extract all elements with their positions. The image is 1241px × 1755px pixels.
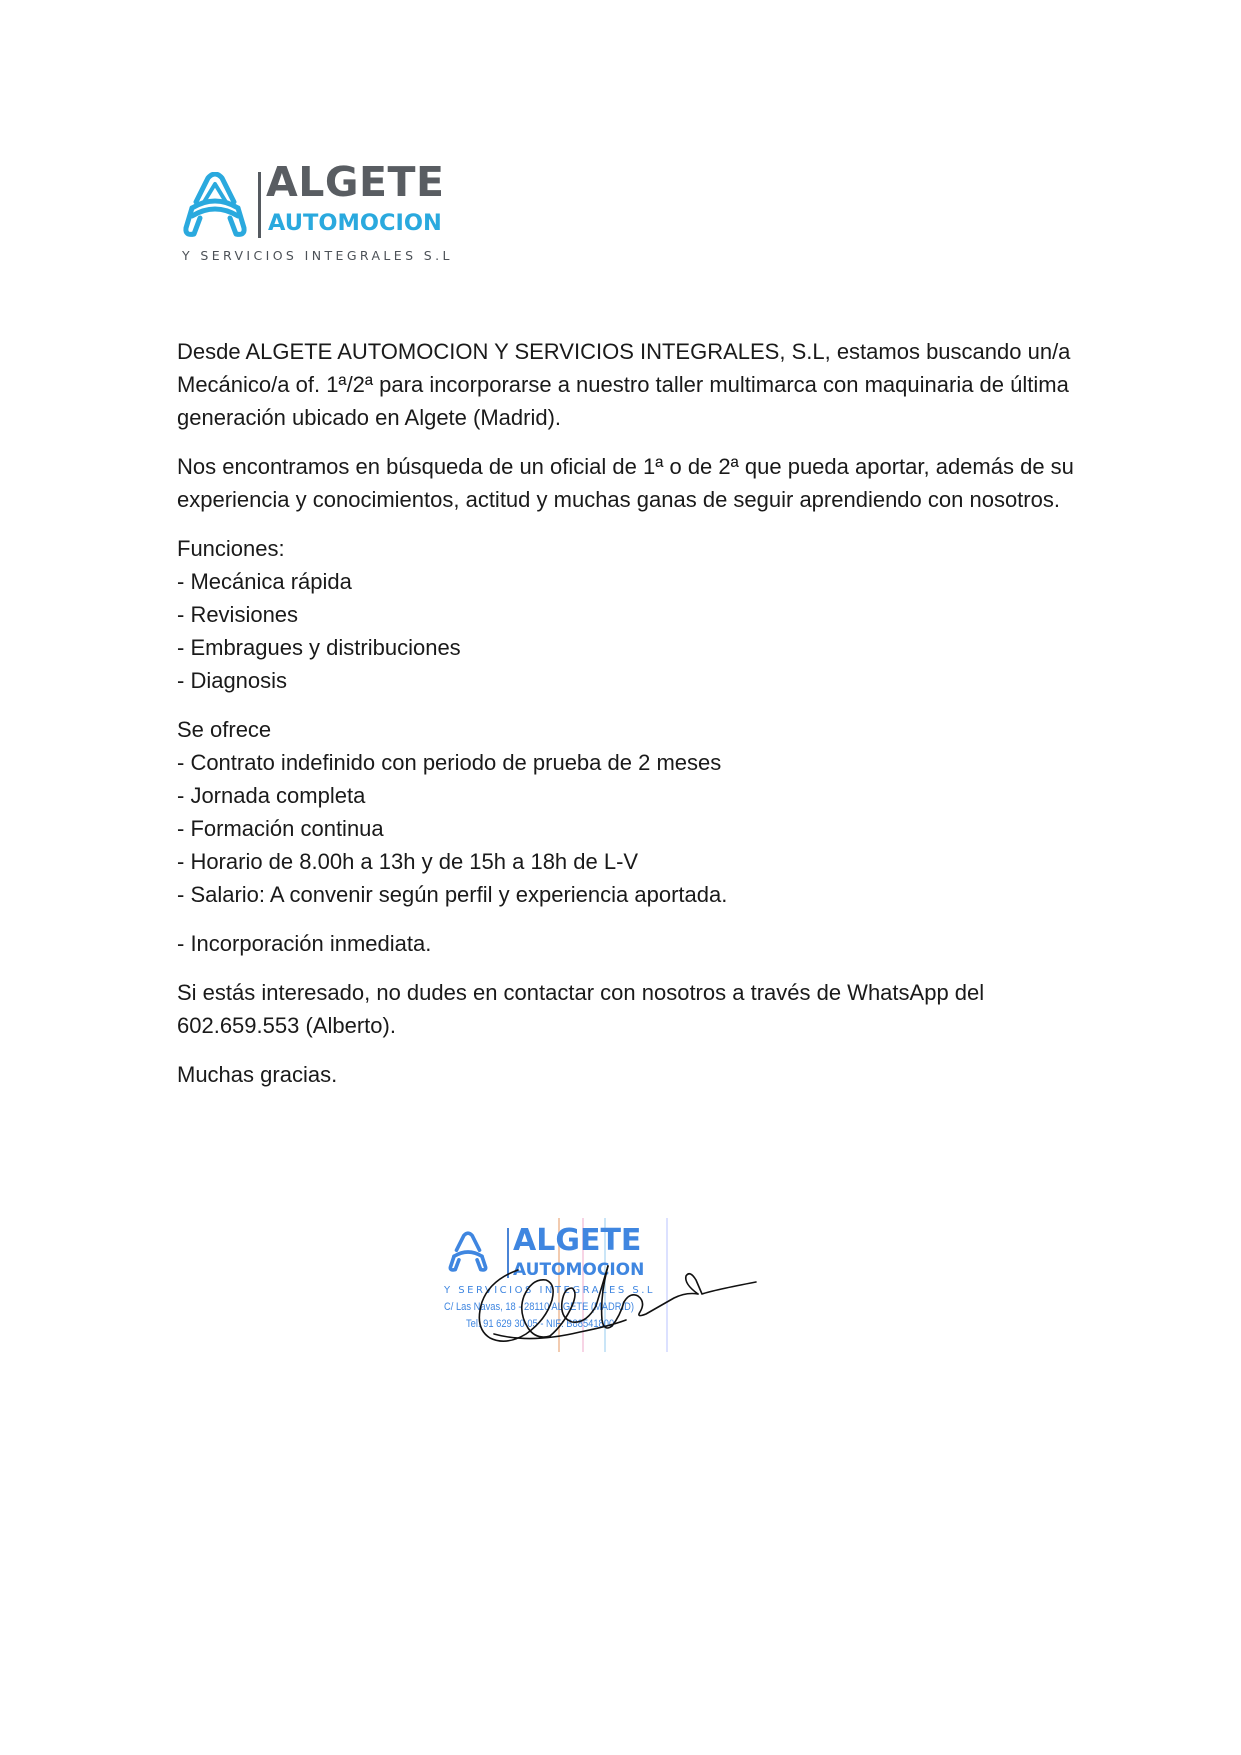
stamp-tagline: Y SERVICIOS INTEGRALES S.L <box>444 1285 655 1296</box>
stamp-name: ALGETE <box>513 1223 642 1258</box>
offer-title: Se ofrece <box>177 717 272 742</box>
offer-list <box>177 746 1077 911</box>
stamp-subname: AUTOMOCION <box>513 1260 645 1280</box>
functions-list <box>177 565 1077 697</box>
intro-paragraph: Desde ALGETE AUTOMOCION Y SERVICIOS INTEGRALES, S.L, estamos buscando un/a Mecánico/a of. 1ª/2ª para incorporarse a nuestro taller multimarca con maquinaria de última generación ubicado en Algete (Madrid). <box>177 339 1071 430</box>
stamp-tel: Tel. 91 629 30 05 - NIF: B88541800 <box>466 1318 615 1330</box>
list-item: - Formación continua <box>177 816 384 841</box>
list-item: - Contrato indefinido con periodo de prueba de 2 meses <box>177 750 722 775</box>
company-logo <box>182 158 482 268</box>
algete-a-logo-icon <box>182 172 248 238</box>
logo-name: ALGETE <box>266 158 445 206</box>
list-item: - Revisiones <box>177 602 299 627</box>
list-item: - Embragues y distribuciones <box>177 635 461 660</box>
letter-body <box>177 335 1077 1107</box>
handwritten-signature <box>460 1236 760 1366</box>
list-item: - Mecánica rápida <box>177 569 352 594</box>
logo-divider <box>258 172 261 238</box>
logo-subname: AUTOMOCION <box>268 210 442 236</box>
stamp-address: C/ Las Navas, 18 - 28110 ALGETE (MADRID) <box>444 1301 635 1313</box>
search-paragraph: Nos encontramos en búsqueda de un oficial de 1ª o de 2ª que pueda aportar, además de su experiencia y conocimientos, actitud y muchas ganas de seguir aprendiendo con nosotros. <box>177 454 1074 512</box>
list-item: - Diagnosis <box>177 668 288 693</box>
functions-title: Funciones: <box>177 536 285 561</box>
incorporation-line: - Incorporación inmediata. <box>177 931 432 956</box>
logo-tagline: Y SERVICIOS INTEGRALES S.L <box>182 248 453 263</box>
contact-paragraph: Si estás interesado, no dudes en contactar con nosotros a través de WhatsApp del 602.659.553 (Alberto). <box>177 980 985 1038</box>
closing-line: Muchas gracias. <box>177 1062 338 1087</box>
list-item: - Jornada completa <box>177 783 366 808</box>
list-item: - Salario: A convenir según perfil y experiencia aportada. <box>177 882 728 907</box>
list-item: - Horario de 8.00h a 13h y de 15h a 18h de L-V <box>177 849 639 874</box>
